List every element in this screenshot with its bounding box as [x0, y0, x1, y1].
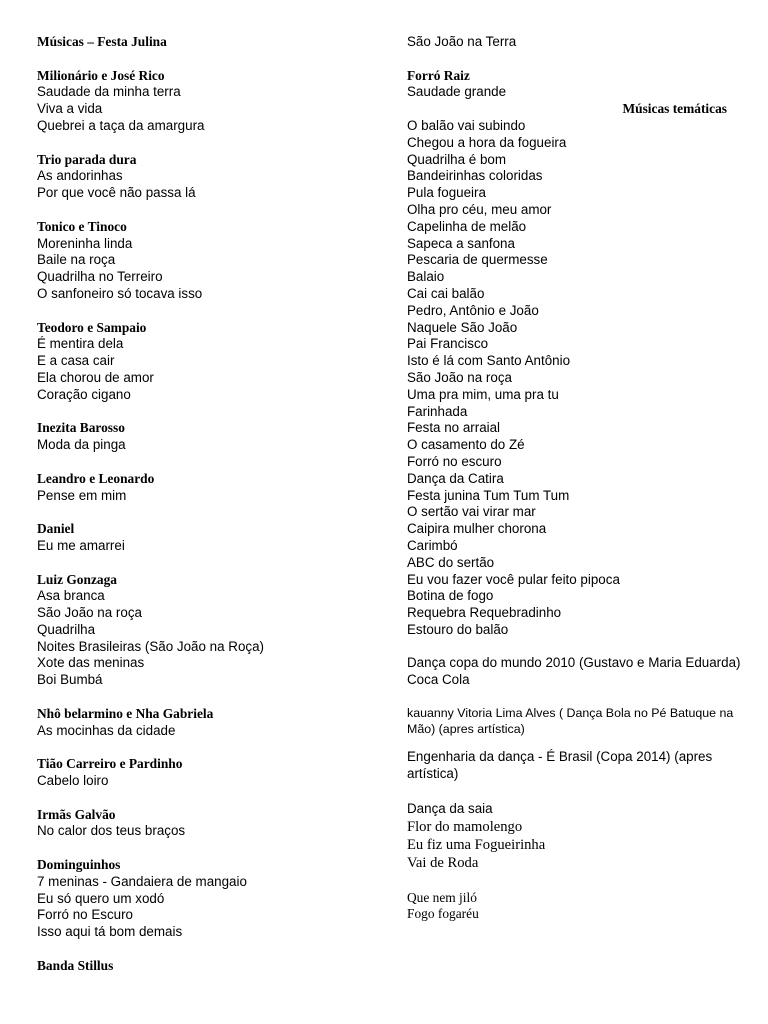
song-item: Uma pra mim, uma pra tu [407, 386, 559, 402]
dance-note: kauanny Vitoria Lima Alves ( Dança Bola no Pé Batuque na Mão) (apres artística) [407, 705, 734, 736]
song-item: Pense em mim [37, 487, 127, 503]
artist-name: Trio parada dura [37, 151, 137, 167]
song-list [407, 890, 752, 924]
song-item: Vai de Roda [407, 855, 479, 872]
song-item: São João na roça [407, 369, 512, 385]
song-item: Forró no escuro [407, 453, 502, 469]
song-item: Xote das meninas [37, 655, 145, 671]
song-item: Quebrei a taça da amargura [37, 117, 205, 133]
song-item: No calor dos teus braços [37, 823, 186, 839]
artist-name: Milionário e José Rico [37, 67, 165, 83]
song-item: Coração cigano [37, 386, 131, 402]
artist-name: Banda Stillus [37, 957, 114, 973]
artist-name: Irmãs Galvão [37, 806, 116, 822]
dance-note: Engenharia da dança - É Brasil (Copa 2014) (apres artística) [407, 749, 713, 782]
song-item: Sapeca a sanfona [407, 235, 515, 251]
artist-name: Daniel [37, 521, 75, 537]
song-item: Farinhada [407, 403, 468, 419]
song-item: Carimbó [407, 537, 458, 553]
song-list [407, 818, 752, 873]
song-item: Moreninha linda [37, 235, 133, 251]
song-item: ABC do sertão [407, 554, 495, 570]
song-item: Por que você não passa lá [37, 185, 196, 201]
song-item: Noites Brasileiras (São João na Roça) [37, 638, 265, 654]
document-title: Músicas – Festa Julina [37, 34, 167, 49]
song-item: Requebra Requebradinho [407, 605, 562, 621]
song-item: E a casa cair [37, 353, 115, 369]
song-item: Pula fogueira [407, 185, 486, 201]
song-item: Pedro, Antônio e João [407, 302, 539, 318]
artist-name: Teodoro e Sampaio [37, 319, 147, 335]
song-item: Caipira mulher chorona [407, 521, 547, 537]
song-item: Botina de fogo [407, 588, 494, 604]
song-item: Quadrilha no Terreiro [37, 269, 163, 285]
song-item: O sanfoneiro só tocava isso [37, 285, 203, 301]
artist-name: Nhô belarmino e Nha Gabriela [37, 705, 214, 721]
song-item: Eu só quero um xodó [37, 890, 165, 906]
song-item: Cai cai balão [407, 285, 485, 301]
song-item: Forró no Escuro [37, 907, 134, 923]
song-item: Quadrilha [37, 621, 96, 637]
song-item: Ela chorou de amor [37, 369, 154, 385]
song-item: São João na roça [37, 605, 142, 621]
song-item: Pai Francisco [407, 336, 489, 352]
song-item: Festa junina Tum Tum Tum [407, 487, 570, 503]
song-item: Bandeirinhas coloridas [407, 168, 543, 184]
thematic-song-list [407, 118, 752, 639]
song-item: As mocinhas da cidade [37, 722, 176, 738]
song-item: Festa no arraial [407, 420, 501, 436]
song-item: Boi Bumbá [37, 672, 103, 688]
song-item: Que nem jiló [407, 889, 477, 905]
song-item: O sertão vai virar mar [407, 504, 536, 520]
left-column [37, 34, 377, 975]
song-item: Viva a vida [37, 101, 103, 117]
song-item: É mentira dela [37, 336, 124, 352]
song-item: Eu me amarrei [37, 537, 125, 553]
song-item: São João na Terra [407, 34, 517, 49]
song-item: Olha pro céu, meu amor [407, 201, 552, 217]
artist-name: Leandro e Leonardo [37, 470, 155, 486]
song-item: Quadrilha é bom [407, 151, 506, 167]
song-item: O balão vai subindo [407, 117, 526, 133]
song-item: Chegou a hora da fogueira [407, 134, 567, 150]
song-item: Pescaria de quermesse [407, 252, 548, 268]
song-item: Fogo fogaréu [407, 906, 479, 922]
song-item: O casamento do Zé [407, 437, 525, 453]
artist-groups [37, 68, 377, 975]
song-item: Balaio [407, 269, 445, 285]
artist-name: Luiz Gonzaga [37, 571, 117, 587]
artist-name: Tião Carreiro e Pardinho [37, 756, 183, 772]
song-item: Flor do mamolengo [407, 818, 523, 835]
song-item: Moda da pinga [37, 437, 126, 453]
song-item: Saudade da minha terra [37, 84, 181, 100]
song-item: Baile na roça [37, 252, 116, 268]
song-item: As andorinhas [37, 168, 123, 184]
dance-note: Dança copa do mundo 2010 (Gustavo e Maria Eduarda) Coca Cola [407, 655, 741, 688]
song-item: Isto é lá com Santo Antônio [407, 353, 571, 369]
song-item: Saudade grande [407, 84, 507, 100]
song-item: Cabelo loiro [37, 773, 109, 789]
song-item: Dança da saia [407, 801, 493, 817]
artist-name: Dominguinhos [37, 857, 121, 873]
thematic-heading: Músicas temáticas [622, 101, 727, 117]
song-item: Eu fiz uma Fogueirinha [407, 837, 546, 854]
artist-name: Tonico e Tinoco [37, 218, 127, 234]
song-item: Dança da Catira [407, 470, 504, 486]
song-item: Naquele São João [407, 319, 518, 335]
song-item: Capelinha de melão [407, 218, 527, 234]
artist-name: Inezita Barosso [37, 420, 125, 436]
song-item: Estouro do balão [407, 621, 509, 637]
song-item: Isso aqui tá bom demais [37, 924, 183, 940]
song-item: Asa branca [37, 588, 105, 604]
artist-name: Forró Raiz [407, 67, 470, 83]
song-item: 7 meninas - Gandaiera de mangaio [37, 873, 247, 889]
right-column [407, 34, 752, 923]
song-item: Eu vou fazer você pular feito pipoca [407, 571, 620, 587]
